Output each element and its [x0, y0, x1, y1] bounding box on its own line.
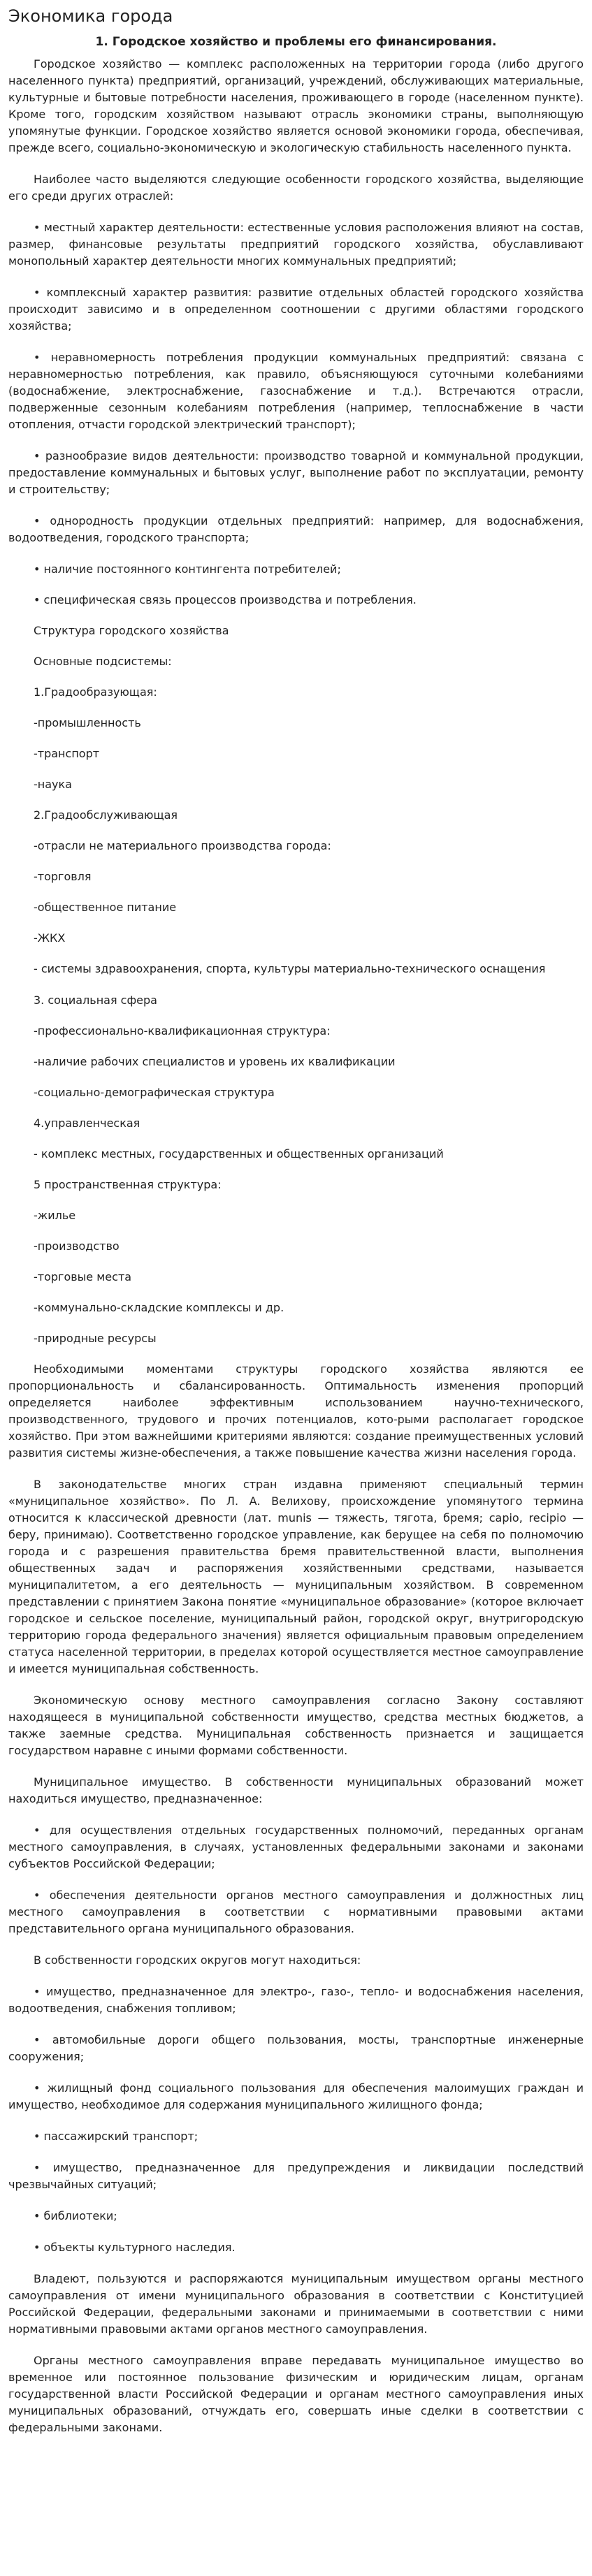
text-line: -жилье [34, 1209, 76, 1222]
paragraph: • комплексный характер развития: развитие отдельных областей городского хозяйства происходит зависимо и в определенном соотношении с другими областями городского хозяйства; [8, 286, 584, 333]
text-line: -природные ресурсы [34, 1332, 157, 1345]
text-line: -коммунально-складские комплексы и др. [34, 1301, 284, 1314]
text-line: 3. социальная сфера [34, 994, 157, 1007]
document-title: 1. Городское хозяйство и проблемы его финансирования. [95, 35, 497, 49]
text-line: Структура городского хозяйства [34, 624, 229, 637]
paragraph: • имущество, предназначенное для электро-, газо-, тепло- и водоснабжения населения, водоотведения, снабжения топливом; [8, 1985, 584, 2015]
paragraph: • имущество, предназначенное для предупреждения и ликвидации последствий чрезвычайных ситуаций; [8, 2161, 584, 2191]
paragraph: Наиболее часто выделяются следующие особенности городского хозяйства, выделяющие его среди других отраслей: [8, 173, 584, 203]
paragraph: • неравномерность потребления продукции коммунальных предприятий: связана с неравномерностью потребления, как правило, объясняющуюся суточными колебаниями (водоснабжение, электроснабжение, газоснабжение и т.д.). Встречаются отрасли, подверженные сезонным колебаниям потребления (например, теплоснабжение в части отопления, отчасти городской электрический транспорт); [8, 351, 584, 431]
text-line: -производство [34, 1239, 120, 1253]
text-line: 5 пространственная структура: [34, 1178, 222, 1191]
text-line: -наличие рабочих специалистов и уровень их квалификации [34, 1055, 396, 1068]
text-line: -торговые места [34, 1270, 132, 1283]
text-line: -наука [34, 778, 72, 791]
paragraph: Владеют, пользуются и распоряжаются муниципальным имуществом органы местного самоуправления от имени муниципального образования в соответствии с Конституцией Российской Федерации, федеральными законами и принимаемыми в соответствии с ними нормативными правовыми актами органов местного самоуправления. [8, 2272, 584, 2336]
text-line: -социально-демографическая структура [34, 1086, 275, 1099]
text-line: -торговля [34, 870, 92, 883]
paragraph: • разнообразие видов деятельности: производство товарной и коммунальной продукции, предоставление коммунальных и бытовых услуг, выполнение работ по эксплуатации, ремонту и строительству; [8, 449, 584, 496]
text-line: -отрасли не материального производства города: [34, 839, 331, 852]
text-line: 1.Градообразующая: [34, 685, 157, 699]
text-line: 2.Градообслуживающая [34, 808, 178, 822]
text-line: - комплекс местных, государственных и общественных организаций [34, 1147, 444, 1160]
text-line: • наличие постоянного контингента потребителей; [34, 562, 341, 576]
paragraph: Городское хозяйство — комплекс расположенных на территории города (либо другого населенного пункта) предприятий, организаций, учреждений, обслуживающих материальные, культурные и бытовые потребности населения, проживающего в городе (населенном пункте). Кроме того, городским хозяйством называют отрасль экономики страны, выполняющую упомянутые функции. Городское хозяйство является основой экономики города, обеспечивая, прежде всего, социально-экономическую и экологическую стабильность населенного пункта. [8, 57, 584, 154]
document-body [8, 56, 584, 2436]
paragraph: • объекты культурного наследия. [34, 2241, 236, 2254]
text-line: -профессионально-квалификационная структура: [34, 1024, 331, 1038]
paragraph: • жилищный фонд социального пользования для обеспечения малоимущих граждан и имущество, необходимое для содержания муниципального жилищного фонда; [8, 2081, 584, 2111]
text-line: • специфическая связь процессов производства и потребления. [34, 593, 417, 606]
paragraph: В собственности городских округов могут находиться: [34, 1953, 361, 1967]
paragraph: Органы местного самоуправления вправе передавать муниципальное имущество во временное или постоянное пользование физическим и юридическим лицам, органам государственной власти Российской Федерации и органам местного самоуправления иных муниципальных образований, отчуждать его, совершать иные сделки в соответствии с федеральными законами. [8, 2354, 584, 2434]
text-line: 4.управленческая [34, 1116, 140, 1130]
paragraph: Муниципальное имущество. В собственности муниципальных образований может находиться имущество, предназначенное: [8, 1775, 584, 1805]
text-line: -транспорт [34, 747, 100, 760]
paragraph: В законодательстве многих стран издавна применяют специальный термин «муниципальное хозяйство». По Л. А. Велихову, происхождение упомянутого термина относится к классической древности (лат. munis — тяжесть, тягота, бремя; capio, recipio — беру, принимаю). Соответственно городское управление, как берущее на себя по полномочию города и с разрешения правительства бремя правительственной власти, выполнения общественных задач и распоряжения хозяйственными средствами, называется муниципалитетом, а его деятельность — муниципальным хозяйством. В современном представлении с принятием Закона понятие «муниципальное образование» (которое включает городское и сельское поселение, муниципальный район, городской округ, внутригородскую территорию города федерального значения) является официальным правовым определением статуса населенной территории, в пределах которой осуществляется местное самоуправление и имеется муниципальная собственность. [8, 1478, 584, 1675]
paragraph: • автомобильные дороги общего пользования, мосты, транспортные инженерные сооружения; [8, 2033, 584, 2063]
text-line: -ЖКХ [34, 931, 66, 945]
paragraph: Необходимыми моментами структуры городского хозяйства являются ее пропорциональность и сбалансированность. Оптимальность изменения пропорций определяется наиболее эффективным использованием научно-технического, производственного, трудового и прочих потенциалов, кото-рыми располагает городское хозяйство. При этом важнейшими критериями являются: создание преимущественных условий развития системы жизне-обеспечения, а также повышение качества жизни населения города. [8, 1362, 584, 1460]
paragraph: • для осуществления отдельных государственных полномочий, переданных органам местного самоуправления, в случаях, установленных федеральными законами и законами субъектов Российской Федерации; [8, 1824, 584, 1870]
paragraph: • пассажирский транспорт; [34, 2130, 198, 2143]
paragraph: • местный характер деятельности: естественные условия расположения влияют на состав, размер, финансовые результаты предприятий городского хозяйства, обуславливают монопольный характер деятельности многих коммунальных предприятий; [8, 221, 584, 268]
site-title: Экономика города [8, 6, 173, 26]
text-line: -промышленность [34, 716, 141, 729]
paragraph: • однородность продукции отдельных предприятий: например, для водоснабжения, водоотведения, городского транспорта; [8, 514, 584, 544]
text-line: Основные подсистемы: [34, 655, 172, 668]
paragraph: • обеспечения деятельности органов местного самоуправления и должностных лиц местного самоуправления в соответствии с нормативными правовыми актами представительного органа муниципального образования. [8, 1889, 584, 1935]
paragraph: Экономическую основу местного самоуправления согласно Закону составляют находящееся в муниципальной собственности имущество, средства местных бюджетов, а также заемные средства. Муниципальная собственность признается и защищается государством наравне с иными формами собственности. [8, 1694, 584, 1757]
paragraph: - системы здравоохранения, спорта, культуры материально-технического оснащения [34, 962, 546, 975]
text-line: -общественное питание [34, 901, 177, 914]
paragraph: • библиотеки; [34, 2209, 117, 2222]
